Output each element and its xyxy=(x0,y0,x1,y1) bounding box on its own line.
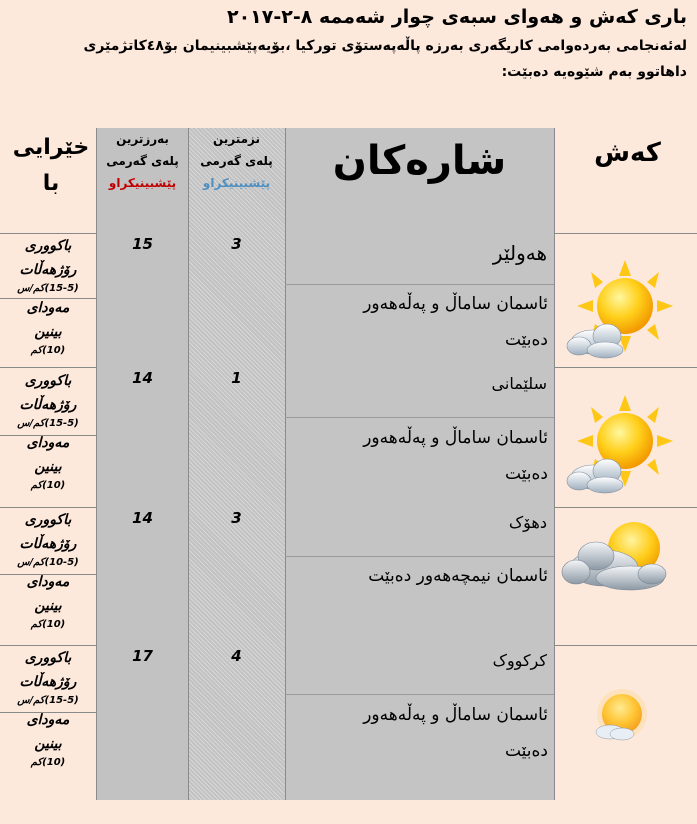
max-temp: 15 xyxy=(132,235,153,253)
row-divider xyxy=(285,284,554,285)
wind-direction: رۆژهەڵات xyxy=(19,536,77,552)
max-temp: 14 xyxy=(132,369,153,387)
visibility-label: بینین xyxy=(34,598,62,614)
divider xyxy=(188,128,189,800)
row-divider xyxy=(554,233,697,234)
sun-with-small-cloud-icon xyxy=(588,688,650,746)
city-name: هەولێر xyxy=(492,241,547,265)
wind-direction: باکووری xyxy=(24,512,72,528)
wind-info xyxy=(2,234,94,358)
visibility-label: بینین xyxy=(34,459,62,475)
condition-line1: ئاسمان ساماڵ و پەڵەهەور xyxy=(363,428,548,448)
city-name: کرکووک xyxy=(492,651,547,670)
visibility-value: (10)کم xyxy=(30,619,66,630)
condition-line2: دەبێت xyxy=(504,330,548,350)
visibility-label: مەودای xyxy=(26,574,70,590)
wind-direction: باکووری xyxy=(24,373,72,389)
wind-speed: (15-5)کم/س xyxy=(17,695,79,706)
visibility-value: (10)کم xyxy=(30,345,66,356)
wind-direction: رۆژهەڵات xyxy=(19,397,77,413)
visibility-value: (10)کم xyxy=(30,480,66,491)
row-divider xyxy=(285,694,554,695)
condition-line2: دەبێت xyxy=(504,464,548,484)
wind-speed: (15-5)کم/س xyxy=(17,283,79,294)
weather-header: کەش xyxy=(594,138,661,168)
condition-line1: ئاسمان ساماڵ و پەڵەهەور xyxy=(363,294,548,314)
visibility-label: بینین xyxy=(34,736,62,752)
max-header-line3: پێشبینیکراو xyxy=(108,176,177,190)
visibility-value: (10)کم xyxy=(30,757,66,768)
wind-info xyxy=(2,646,94,770)
page-subtitle-cont: داهاتوو بەم شێوەیە دەبێت: xyxy=(501,64,687,80)
divider xyxy=(554,128,555,800)
condition-line1: ئاسمان ساماڵ و پەڵەهەور xyxy=(363,705,548,725)
cities-header: شارەکان xyxy=(332,138,507,184)
max-temp-column xyxy=(97,128,188,800)
row-divider xyxy=(554,507,697,508)
wind-speed: (10-5)کم/س xyxy=(17,557,79,568)
condition xyxy=(292,420,548,492)
min-header-line3: پێشبینیکراو xyxy=(202,176,271,190)
visibility-label: مەودای xyxy=(26,435,70,451)
condition-line2: دەبێت xyxy=(504,741,548,761)
wind-info xyxy=(2,369,94,493)
city-name: سلێمانی xyxy=(491,374,547,393)
wind-direction: رۆژهەڵات xyxy=(19,674,77,690)
divider xyxy=(285,128,286,800)
wind-info xyxy=(2,508,94,632)
max-header-line2: پلەی گەرمی xyxy=(106,154,179,168)
wind-speed: (15-5)کم/س xyxy=(17,418,79,429)
wind-direction: باکووری xyxy=(24,650,72,666)
page-subtitle: لەئەنجامی بەردەوامی کاریگەری بەرزە پاڵەپەستۆی تورکیا ،بۆیەپێشبینیمان بۆ٤٨کاتژمێری xyxy=(83,38,687,54)
min-temp-column xyxy=(188,128,285,800)
sunny-partly-cloudy-icon xyxy=(565,258,680,363)
row-divider xyxy=(554,367,697,368)
max-temp: 14 xyxy=(132,509,153,527)
min-temp: 3 xyxy=(231,509,242,527)
condition xyxy=(292,286,548,358)
min-header-line2: پلەی گەرمی xyxy=(200,154,273,168)
condition-line1: ئاسمان نیمچەهەور دەبێت xyxy=(368,566,548,586)
min-temp: 3 xyxy=(231,235,242,253)
wind-header-line1: خێرایی xyxy=(12,135,90,160)
sunny-partly-cloudy-icon xyxy=(565,393,680,498)
page-title: باری کەش و هەوای سبەی چوار شەممە ٨-٢-٢٠١٧ xyxy=(226,6,687,28)
condition xyxy=(292,697,548,769)
visibility-label: مەودای xyxy=(26,712,70,728)
max-header-line1: بەرزترین xyxy=(116,132,169,146)
condition xyxy=(292,558,548,594)
city-name: دهۆک xyxy=(508,513,547,532)
max-temp-header xyxy=(97,128,188,194)
visibility-label: بینین xyxy=(34,324,62,340)
visibility-label: مەودای xyxy=(26,300,70,316)
wind-speed-header xyxy=(8,130,94,202)
min-temp-header xyxy=(188,128,285,194)
wind-direction: رۆژهەڵات xyxy=(19,262,77,278)
row-divider xyxy=(285,556,554,557)
wind-header-line2: با xyxy=(42,171,60,196)
min-temp: 1 xyxy=(231,369,242,387)
sun-behind-cloud-icon xyxy=(560,516,675,601)
wind-direction: باکووری xyxy=(24,238,72,254)
divider xyxy=(96,128,97,800)
min-header-line1: نزمترین xyxy=(212,132,261,146)
row-divider xyxy=(285,417,554,418)
max-temp: 17 xyxy=(132,647,153,665)
row-divider xyxy=(0,367,96,368)
row-divider xyxy=(554,645,697,646)
min-temp: 4 xyxy=(231,647,242,665)
